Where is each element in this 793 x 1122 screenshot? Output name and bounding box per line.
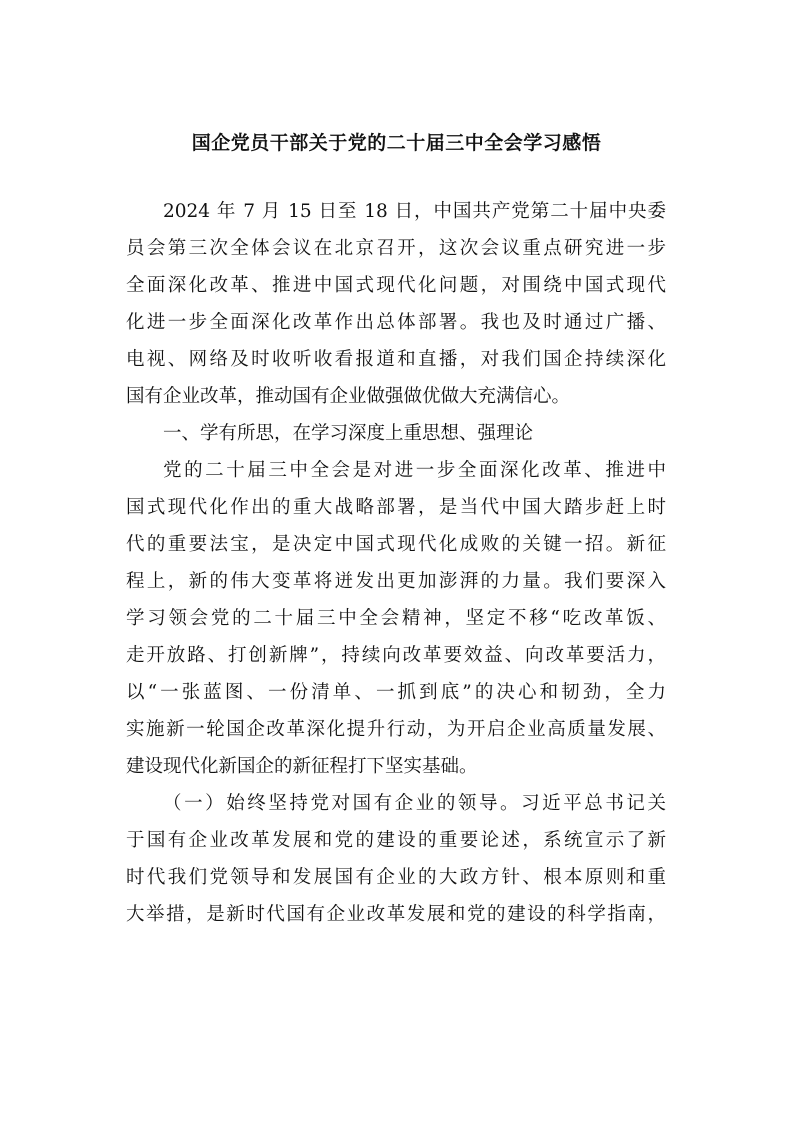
text-line: 国式现代化作出的重大战略部署，是当代中国大踏步赶上时 xyxy=(126,497,666,518)
text-line: 以“一张蓝图、一份清单、一抓到底”的决心和韧劲，全力 xyxy=(126,682,666,703)
text-line: 2024 年 7 月 15 日至 18 日，中国共产党第二十届中央委 xyxy=(163,201,666,222)
text-line: 大举措，是新时代国有企业改革发展和党的建设的科学指南， xyxy=(126,904,666,925)
text-line: 程上，新的伟大变革将迸发出更加澎湃的力量。我们要深入 xyxy=(126,571,666,592)
text-line: 员会第三次全体会议在北京召开，这次会议重点研究进一步 xyxy=(126,238,666,259)
text-line: 建设现代化新国企的新征程打下坚实基础。 xyxy=(126,756,478,777)
text-line: 化进一步全面深化改革作出总体部署。我也及时通过广播、 xyxy=(126,312,666,333)
document-title: 国企党员干部关于党的二十届三中全会学习感悟 xyxy=(191,132,602,154)
text-line: 时代我们党领导和发展国有企业的大政方针、根本原则和重 xyxy=(126,867,666,888)
text-line: 于国有企业改革发展和党的建设的重要论述，系统宣示了新 xyxy=(126,830,666,851)
text-line: 代的重要法宝，是决定中国式现代化成败的关键一招。新征 xyxy=(126,534,666,555)
subsection-line: （一）始终坚持党对国有企业的领导。习近平总书记关 xyxy=(163,793,666,814)
text-line: 电视、网络及时收听收看报道和直播，对我们国企持续深化 xyxy=(126,349,666,370)
text-line: 党的二十届三中全会是对进一步全面深化改革、推进中 xyxy=(163,460,666,481)
text-line: 走开放路、打创新牌”，持续向改革要效益、向改革要活力， xyxy=(126,645,666,666)
text-line: 学习领会党的二十届三中全会精神，坚定不移“吃改革饭、 xyxy=(126,608,666,629)
text-line: 国有企业改革，推动国有企业做强做优做大充满信心。 xyxy=(126,386,571,407)
text-line: 全面深化改革、推进中国式现代化问题，对围绕中国式现代 xyxy=(126,275,666,296)
text-line: 实施新一轮国企改革深化提升行动，为开启企业高质量发展、 xyxy=(126,719,666,740)
section-heading: 一、学有所思，在学习深度上重思想、强理论 xyxy=(163,423,534,444)
